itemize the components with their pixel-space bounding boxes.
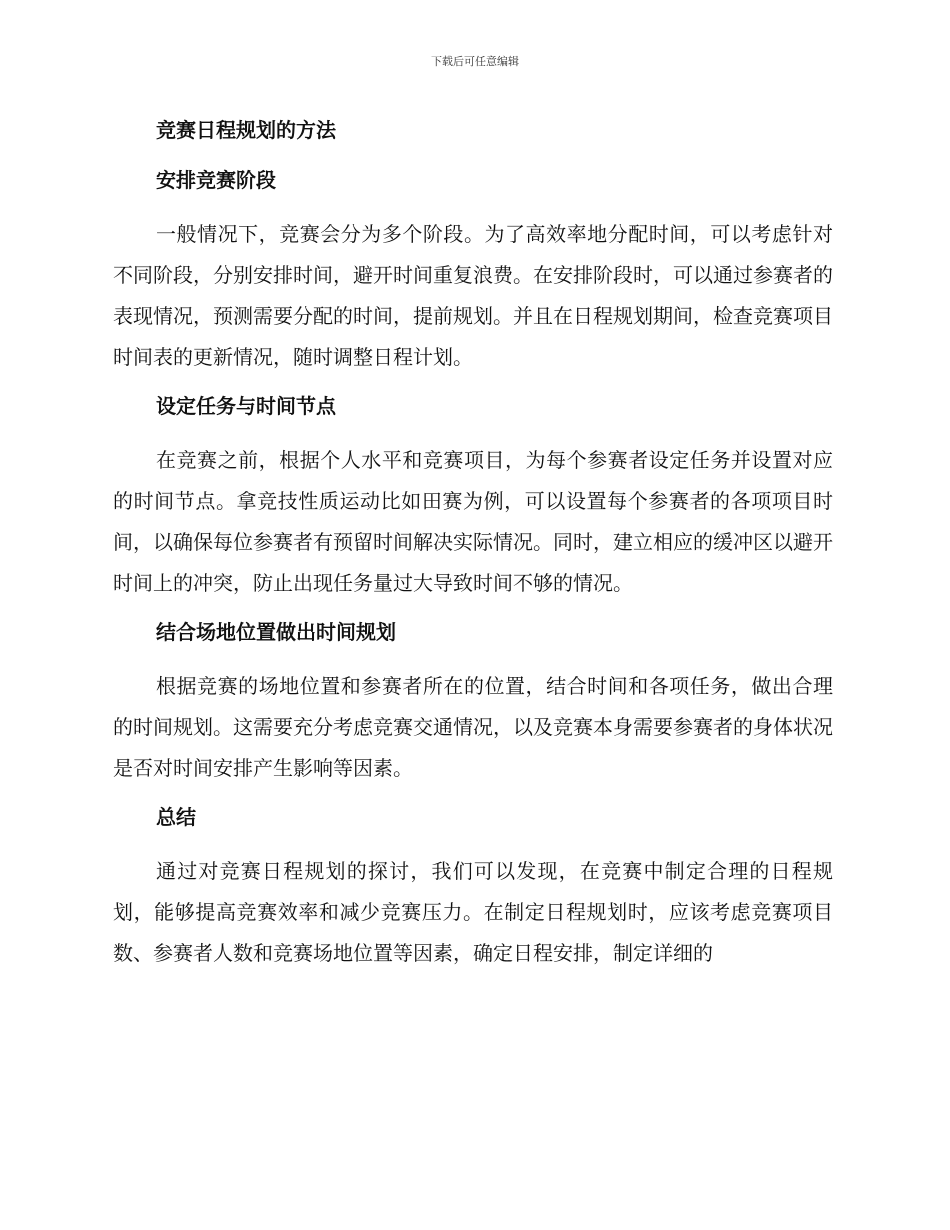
section-heading-venue: 结合场地位置做出时间规划 bbox=[156, 620, 396, 644]
section-paragraph-summary: 通过对竞赛日程规划的探讨，我们可以发现，在竞赛中制定合理的日程规划，能够提高竞赛效率和减少竞赛压力。在制定日程规划时，应该考虑竞赛项目数、参赛者人数和竞赛场地位置等因素，确定日程安排，制定详细的 bbox=[113, 859, 833, 965]
page-header: 下载后可任意编辑 bbox=[431, 55, 519, 68]
section-heading-summary: 总结 bbox=[156, 805, 196, 829]
section-heading-stages: 安排竞赛阶段 bbox=[156, 168, 276, 192]
section-heading-tasks: 设定任务与时间节点 bbox=[156, 394, 336, 418]
section-paragraph-stages: 一般情况下，竞赛会分为多个阶段。为了高效率地分配时间，可以考虑针对不同阶段，分别安排时间，避开时间重复浪费。在安排阶段时，可以通过参赛者的表现情况，预测需要分配的时间，提前规划。并且在日程规划期间，检查竞赛项目时间表的更新情况，随时调整日程计划。 bbox=[113, 222, 833, 369]
document-body bbox=[113, 112, 833, 974]
section-paragraph-venue: 根据竞赛的场地位置和参赛者所在的位置，结合时间和各项任务，做出合理的时间规划。这需要充分考虑竞赛交通情况，以及竞赛本身需要参赛者的身体状况是否对时间安排产生影响等因素。 bbox=[113, 674, 833, 780]
section-paragraph-tasks: 在竞赛之前，根据个人水平和竞赛项目，为每个参赛者设定任务并设置对应的时间节点。拿竞技性质运动比如田赛为例，可以设置每个参赛者的各项项目时间，以确保每位参赛者有预留时间解决实际情况。同时，建立相应的缓冲区以避开时间上的冲突，防止出现任务量过大导致时间不够的情况。 bbox=[113, 448, 833, 595]
document-title: 竞赛日程规划的方法 bbox=[156, 118, 336, 142]
